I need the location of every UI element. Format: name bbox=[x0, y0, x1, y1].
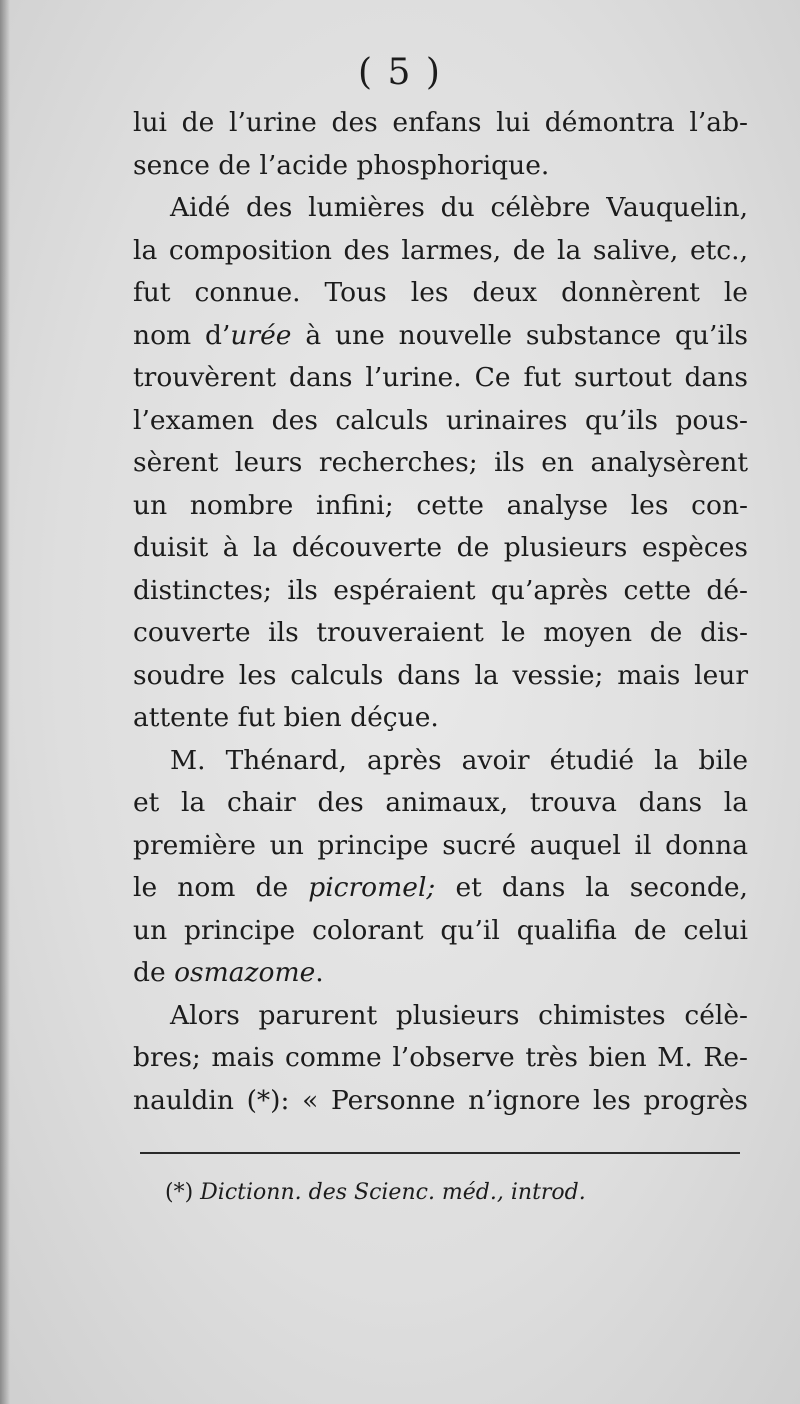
text-line: un principe colorant qu’il qualifia de celui bbox=[133, 914, 748, 946]
footnote bbox=[165, 1180, 586, 1205]
text-line: un nombre infini; cette analyse les con- bbox=[133, 489, 748, 521]
italic-term: urée bbox=[230, 319, 292, 351]
text-line bbox=[133, 867, 748, 910]
text-line: couverte ils trouveraient le moyen de dis- bbox=[133, 617, 748, 648]
italic-term: picromel; bbox=[308, 872, 436, 903]
body-text bbox=[133, 102, 748, 1122]
text-segment: et dans la seconde, bbox=[435, 872, 748, 903]
footnote-text: Dictionn. des Scienc. méd., introd. bbox=[200, 1180, 586, 1205]
footnote-mark: (*) bbox=[165, 1180, 194, 1205]
text-line: première un principe sucré auquel il donna bbox=[133, 829, 748, 861]
text-line: Aidé des lumières du célèbre Vauquelin, bbox=[170, 192, 748, 223]
text-line: lui de l’urine des enfans lui démontra l’ab- bbox=[133, 107, 748, 138]
text-segment: de bbox=[133, 957, 175, 988]
text-segment: nom d’ bbox=[133, 319, 231, 351]
text-line: M. Thénard, après avoir étudié la bile bbox=[170, 744, 748, 776]
text-line bbox=[133, 952, 748, 995]
text-line: bres; mais comme l’observe très bien M. Re- bbox=[133, 1042, 748, 1073]
text-line: nauldin (*): « Personne n’ignore les progrès bbox=[133, 1084, 748, 1116]
page-number: ( 5 ) bbox=[358, 52, 442, 93]
text-segment: . bbox=[315, 957, 324, 988]
footnote-rule bbox=[140, 1152, 740, 1154]
text-line: l’examen des calculs urinaires qu’ils pous- bbox=[133, 404, 748, 436]
text-line: la composition des larmes, de la salive, etc., bbox=[133, 234, 748, 266]
text-line: sence de l’acide phosphorique. bbox=[133, 149, 550, 181]
text-line: fut connue. Tous les deux donnèrent le bbox=[133, 277, 748, 308]
text-line: Alors parurent plusieurs chimistes célè- bbox=[170, 999, 748, 1031]
text-line: sèrent leurs recherches; ils en analysèrent bbox=[133, 447, 748, 478]
text-line: et la chair des animaux, trouva dans la bbox=[133, 787, 748, 818]
text-line: soudre les calculs dans la vessie; mais leur bbox=[133, 659, 748, 691]
text-line: attente fut bien déçue. bbox=[133, 702, 439, 733]
page-edge-shadow bbox=[0, 0, 10, 1404]
text-segment: à une nouvelle substance qu’ils bbox=[291, 319, 748, 351]
text-line: duisit à la découverte de plusieurs espèces bbox=[133, 532, 748, 563]
italic-term: osmazome bbox=[174, 957, 316, 988]
text-segment: le nom de bbox=[133, 872, 309, 903]
text-line: distinctes; ils espéraient qu’après cette dé- bbox=[133, 574, 748, 606]
text-line: trouvèrent dans l’urine. Ce fut surtout dans bbox=[133, 362, 748, 393]
text-line bbox=[133, 315, 748, 358]
